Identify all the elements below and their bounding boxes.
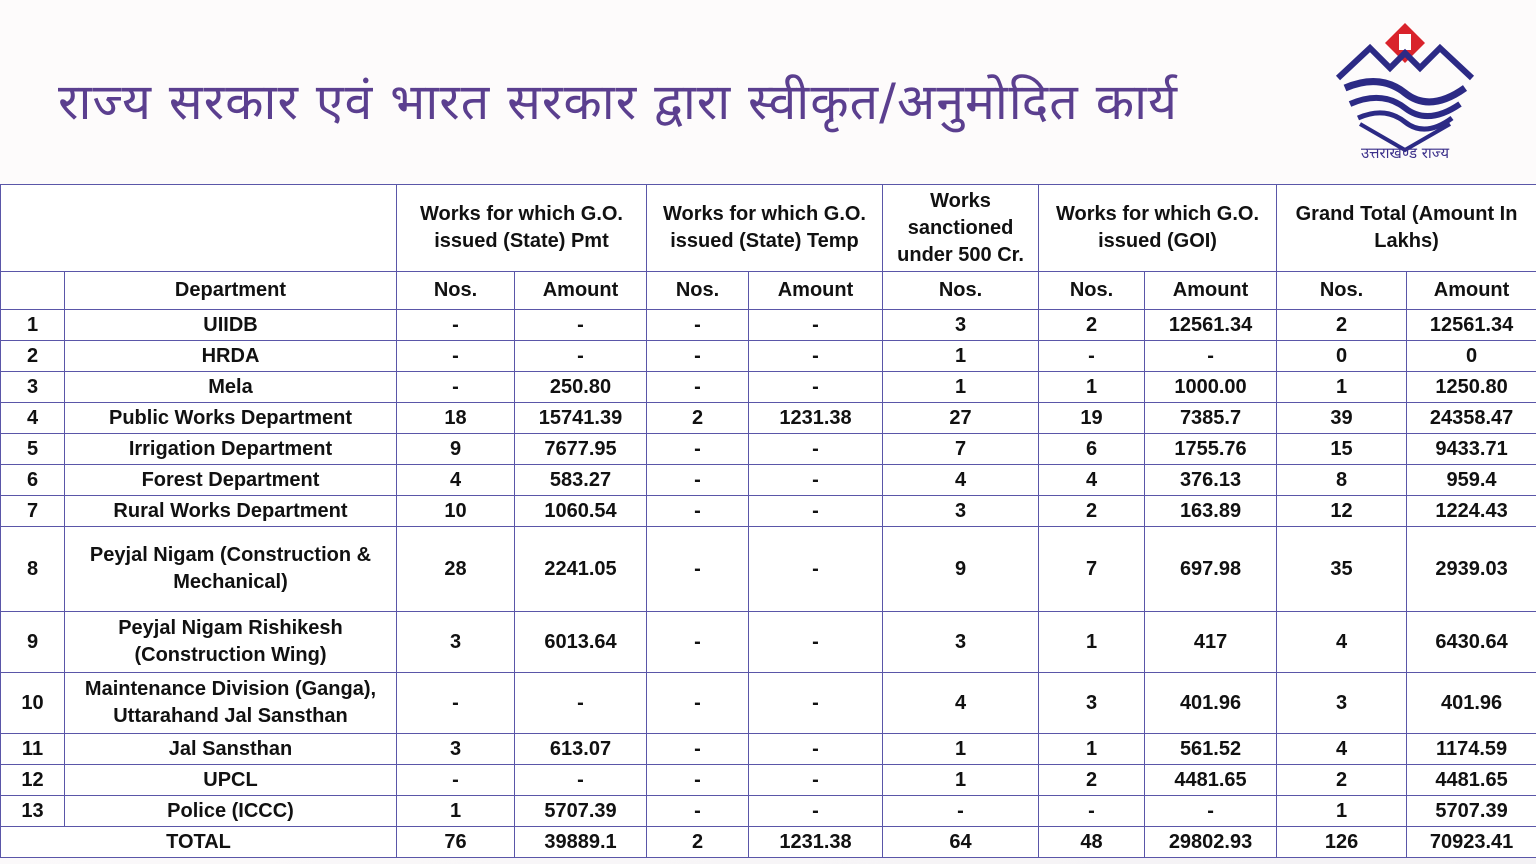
table-cell: - [647, 341, 749, 372]
table-cell: - [749, 527, 883, 612]
header-state-pmt: Works for which G.O. issued (State) Pmt [397, 185, 647, 272]
table-cell: 2 [1039, 496, 1145, 527]
table-cell: 1174.59 [1407, 734, 1536, 765]
page-title: राज्य सरकार एवं भारत सरकार द्वारा स्वीकृत/अनुमोदित कार्य [58, 73, 1179, 131]
sub-header-nos: Nos. [1039, 272, 1145, 310]
table-row [1, 403, 1536, 434]
sub-header-amount: Amount [749, 272, 883, 310]
total-cell: 48 [1039, 827, 1145, 858]
sub-header-amount: Amount [1145, 272, 1277, 310]
total-cell: 64 [883, 827, 1039, 858]
table-cell: - [397, 372, 515, 403]
table-cell: 2 [1277, 310, 1407, 341]
table-row [1, 734, 1536, 765]
table-cell: - [1145, 341, 1277, 372]
table-cell: 3 [1277, 673, 1407, 734]
table-cell: 15741.39 [515, 403, 647, 434]
table-cell: 12561.34 [1145, 310, 1277, 341]
table-cell: 4 [883, 673, 1039, 734]
sub-header-blank [1, 272, 65, 310]
row-number: 8 [1, 527, 65, 612]
table-cell: - [1039, 796, 1145, 827]
table-cell: 1 [883, 765, 1039, 796]
department-name: Maintenance Division (Ganga), Uttarahand Jal Sansthan [65, 673, 397, 734]
table-cell: 959.4 [1407, 465, 1536, 496]
department-name: Police (ICCC) [65, 796, 397, 827]
works-table [0, 184, 1536, 858]
table-row [1, 434, 1536, 465]
table-cell: 401.96 [1407, 673, 1536, 734]
table-cell: - [1145, 796, 1277, 827]
row-number: 6 [1, 465, 65, 496]
table-row [1, 765, 1536, 796]
table-cell: - [647, 465, 749, 496]
table-cell: 7 [1039, 527, 1145, 612]
table-cell: 417 [1145, 612, 1277, 673]
table-cell: 1 [1039, 372, 1145, 403]
table-cell: 3 [883, 612, 1039, 673]
header-grand-total: Grand Total (Amount In Lakhs) [1277, 185, 1536, 272]
sub-header-nos: Nos. [397, 272, 515, 310]
table-row [1, 310, 1536, 341]
table-cell: 5707.39 [515, 796, 647, 827]
total-cell: 29802.93 [1145, 827, 1277, 858]
table-cell: 3 [397, 612, 515, 673]
table-cell: - [749, 612, 883, 673]
table-cell: 697.98 [1145, 527, 1277, 612]
table-cell: 2 [1039, 310, 1145, 341]
row-number: 4 [1, 403, 65, 434]
department-name: Public Works Department [65, 403, 397, 434]
table-cell: 4481.65 [1407, 765, 1536, 796]
table-cell: - [647, 796, 749, 827]
total-row [1, 827, 1536, 858]
department-name: Forest Department [65, 465, 397, 496]
table-cell: 2 [1039, 765, 1145, 796]
table-cell: 6013.64 [515, 612, 647, 673]
table-cell: - [749, 673, 883, 734]
table-cell: - [749, 734, 883, 765]
table-cell: 1755.76 [1145, 434, 1277, 465]
table-cell: - [647, 765, 749, 796]
table-row [1, 372, 1536, 403]
table-cell: - [515, 341, 647, 372]
table-cell: 1 [883, 734, 1039, 765]
table-cell: 5707.39 [1407, 796, 1536, 827]
sub-header-amount: Amount [1407, 272, 1536, 310]
table-cell: - [647, 434, 749, 465]
table-cell: 1224.43 [1407, 496, 1536, 527]
sub-header-department: Department [65, 272, 397, 310]
table-cell: 9433.71 [1407, 434, 1536, 465]
table-cell: 18 [397, 403, 515, 434]
row-number: 12 [1, 765, 65, 796]
table-cell: 1 [1277, 372, 1407, 403]
table-cell: 3 [397, 734, 515, 765]
table-cell: - [749, 341, 883, 372]
table-cell: 1250.80 [1407, 372, 1536, 403]
department-name: Peyjal Nigam (Construction & Mechanical) [65, 527, 397, 612]
sub-header-nos: Nos. [1277, 272, 1407, 310]
table-cell: 1000.00 [1145, 372, 1277, 403]
table-cell: 9 [397, 434, 515, 465]
sub-header-row [1, 272, 1536, 310]
table-cell: - [515, 310, 647, 341]
table-cell: 3 [883, 310, 1039, 341]
table-cell: 613.07 [515, 734, 647, 765]
table-cell: 28 [397, 527, 515, 612]
department-name: UPCL [65, 765, 397, 796]
table-cell: - [749, 372, 883, 403]
table-cell: 24358.47 [1407, 403, 1536, 434]
table-cell: - [749, 434, 883, 465]
group-header-row [1, 185, 1536, 272]
table-cell: - [883, 796, 1039, 827]
header-blank-cell [1, 185, 397, 272]
table-cell: 9 [883, 527, 1039, 612]
table-cell: 35 [1277, 527, 1407, 612]
table-cell: - [749, 310, 883, 341]
table-cell: 2 [1277, 765, 1407, 796]
row-number: 13 [1, 796, 65, 827]
table-cell: 1 [883, 341, 1039, 372]
logo-caption: उत्तराखण्ड राज्य [1360, 144, 1450, 162]
table-cell: 0 [1407, 341, 1536, 372]
total-cell: 76 [397, 827, 515, 858]
row-number: 3 [1, 372, 65, 403]
table-cell: 7 [883, 434, 1039, 465]
table-cell: - [647, 372, 749, 403]
header-goi: Works for which G.O. issued (GOI) [1039, 185, 1277, 272]
table-cell: 250.80 [515, 372, 647, 403]
table-row [1, 465, 1536, 496]
table-cell: 401.96 [1145, 673, 1277, 734]
row-number: 5 [1, 434, 65, 465]
table-cell: - [749, 465, 883, 496]
table-row [1, 673, 1536, 734]
table-cell: - [397, 310, 515, 341]
national-emblem-icon [1399, 34, 1411, 50]
table-cell: 12561.34 [1407, 310, 1536, 341]
table-cell: 3 [883, 496, 1039, 527]
table-cell: 6430.64 [1407, 612, 1536, 673]
table-cell: 163.89 [1145, 496, 1277, 527]
table-cell: 4 [883, 465, 1039, 496]
table-cell: 561.52 [1145, 734, 1277, 765]
table-cell: - [647, 496, 749, 527]
table-cell: - [749, 796, 883, 827]
department-name: HRDA [65, 341, 397, 372]
table-cell: 0 [1277, 341, 1407, 372]
table-cell: 1 [883, 372, 1039, 403]
department-name: Rural Works Department [65, 496, 397, 527]
table-cell: - [647, 310, 749, 341]
table-cell: 27 [883, 403, 1039, 434]
row-number: 11 [1, 734, 65, 765]
table-cell: - [647, 673, 749, 734]
table-cell: 12 [1277, 496, 1407, 527]
table-cell: - [397, 765, 515, 796]
row-number: 1 [1, 310, 65, 341]
table-cell: - [647, 734, 749, 765]
table-cell: 19 [1039, 403, 1145, 434]
department-name: Jal Sansthan [65, 734, 397, 765]
sub-header-nos: Nos. [883, 272, 1039, 310]
department-name: UIIDB [65, 310, 397, 341]
table-cell: - [749, 765, 883, 796]
table-cell: 4 [1277, 734, 1407, 765]
table-cell: 8 [1277, 465, 1407, 496]
row-number: 10 [1, 673, 65, 734]
row-number: 7 [1, 496, 65, 527]
sub-header-amount: Amount [515, 272, 647, 310]
table-cell: 2939.03 [1407, 527, 1536, 612]
table-cell: 583.27 [515, 465, 647, 496]
table-cell: 10 [397, 496, 515, 527]
header-under-500cr: Works sanctioned under 500 Cr. [883, 185, 1039, 272]
total-cell: 2 [647, 827, 749, 858]
table-cell: - [647, 612, 749, 673]
total-cell: 1231.38 [749, 827, 883, 858]
table-cell: 1 [1039, 734, 1145, 765]
table-cell: 2241.05 [515, 527, 647, 612]
total-cell: 126 [1277, 827, 1407, 858]
table-cell: - [515, 673, 647, 734]
total-cell: 39889.1 [515, 827, 647, 858]
total-label: TOTAL [1, 827, 397, 858]
table-cell: 7385.7 [1145, 403, 1277, 434]
table-cell: - [749, 496, 883, 527]
table-cell: 1 [1277, 796, 1407, 827]
table-row [1, 341, 1536, 372]
table-cell: - [647, 527, 749, 612]
table-row [1, 527, 1536, 612]
table-cell: 15 [1277, 434, 1407, 465]
table-row [1, 796, 1536, 827]
table-cell: 1 [397, 796, 515, 827]
table-cell: 376.13 [1145, 465, 1277, 496]
department-name: Peyjal Nigam Rishikesh (Construction Wing) [65, 612, 397, 673]
table-cell: 4481.65 [1145, 765, 1277, 796]
table-cell: 6 [1039, 434, 1145, 465]
table-cell: 7677.95 [515, 434, 647, 465]
table-cell: - [515, 765, 647, 796]
table-cell: - [397, 341, 515, 372]
table-cell: 3 [1039, 673, 1145, 734]
header-state-temp: Works for which G.O. issued (State) Temp [647, 185, 883, 272]
table-row [1, 612, 1536, 673]
table-cell: 1231.38 [749, 403, 883, 434]
sub-header-nos: Nos. [647, 272, 749, 310]
department-name: Mela [65, 372, 397, 403]
row-number: 2 [1, 341, 65, 372]
table-cell: - [1039, 341, 1145, 372]
table-cell: 4 [1277, 612, 1407, 673]
table-cell: 4 [1039, 465, 1145, 496]
table-cell: - [397, 673, 515, 734]
table-cell: 2 [647, 403, 749, 434]
department-name: Irrigation Department [65, 434, 397, 465]
total-cell: 70923.41 [1407, 827, 1536, 858]
table-cell: 1060.54 [515, 496, 647, 527]
row-number: 9 [1, 612, 65, 673]
table-cell: 39 [1277, 403, 1407, 434]
table-cell: 4 [397, 465, 515, 496]
table-cell: 1 [1039, 612, 1145, 673]
table-row [1, 496, 1536, 527]
